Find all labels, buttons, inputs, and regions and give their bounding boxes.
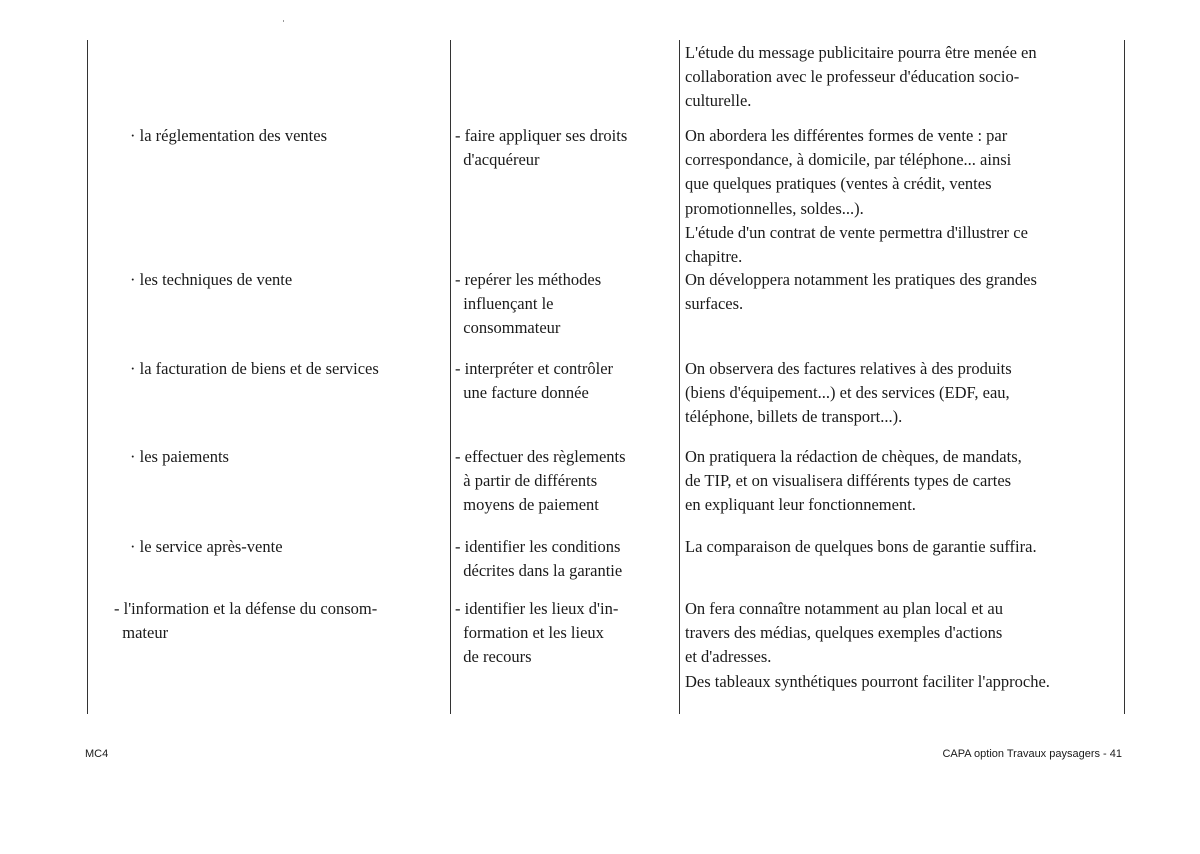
- comment-line: de TIP, et on visualisera différents types de cartes: [685, 471, 1012, 491]
- comment-cell: [685, 535, 1037, 559]
- comment-line: (biens d'équipement...) et des services (EDF, eau,: [685, 383, 1010, 403]
- comment-line: culturelle.: [685, 91, 752, 111]
- comment-line: On abordera les différentes formes de vente : par: [685, 126, 1008, 145]
- comment-cell: [685, 597, 1050, 694]
- comment-line: que quelques pratiques (ventes à crédit, ventes: [685, 174, 992, 194]
- table-border-left: [87, 40, 88, 714]
- comment-line: et d'adresses.: [685, 647, 772, 667]
- content-line: · les paiements: [130, 447, 229, 466]
- competence-line: formation et les lieux: [455, 623, 604, 643]
- competence-cell: [455, 445, 626, 518]
- scan-mark: [283, 20, 284, 22]
- content-line: - l'information et la défense du consom-: [114, 599, 378, 618]
- comment-cell: [685, 41, 1037, 114]
- comment-cell: [685, 124, 1028, 269]
- content-cell: [130, 268, 292, 292]
- competence-line: décrites dans la garantie: [455, 561, 623, 581]
- content-line: · le service après-vente: [130, 537, 283, 556]
- comment-cell: [685, 268, 1037, 316]
- content-line: mateur: [114, 623, 169, 643]
- column-divider-2: [679, 40, 680, 714]
- comment-line: L'étude du message publicitaire pourra être menée en: [685, 43, 1037, 62]
- comment-line: collaboration avec le professeur d'éducation socio-: [685, 67, 1020, 87]
- competence-line: - interpréter et contrôler: [455, 359, 614, 378]
- comment-line: On développera notamment les pratiques des grandes: [685, 270, 1037, 289]
- competence-line: de recours: [455, 647, 532, 667]
- comment-cell: [685, 445, 1022, 518]
- competence-line: à partir de différents: [455, 471, 598, 491]
- competence-line: influençant le: [455, 294, 554, 314]
- content-cell: [130, 124, 327, 148]
- comment-line: La comparaison de quelques bons de garantie suffira.: [685, 537, 1037, 556]
- competence-line: moyens de paiement: [455, 495, 599, 515]
- comment-line: surfaces.: [685, 294, 744, 314]
- competence-cell: [455, 268, 601, 341]
- competence-line: d'acquéreur: [455, 150, 540, 170]
- comment-line: On fera connaître notamment au plan local et au: [685, 599, 1003, 618]
- competence-line: - faire appliquer ses droits: [455, 126, 628, 145]
- content-cell: [130, 357, 379, 381]
- comment-line: On pratiquera la rédaction de chèques, de mandats,: [685, 447, 1022, 466]
- comment-line: travers des médias, quelques exemples d'actions: [685, 623, 1003, 643]
- competence-line: une facture donnée: [455, 383, 589, 403]
- comment-line: Des tableaux synthétiques pourront faciliter l'approche.: [685, 671, 1050, 691]
- comment-line: chapitre.: [685, 247, 743, 267]
- comment-line: correspondance, à domicile, par téléphone... ainsi: [685, 150, 1012, 170]
- competence-line: consommateur: [455, 318, 561, 338]
- competence-cell: [455, 357, 613, 405]
- competence-line: - effectuer des règlements: [455, 447, 626, 466]
- content-line: · les techniques de vente: [130, 270, 293, 289]
- content-cell: [130, 445, 229, 469]
- table-border-right: [1124, 40, 1125, 714]
- competence-cell: [455, 124, 627, 172]
- competence-line: - identifier les conditions: [455, 537, 621, 556]
- comment-cell: [685, 357, 1012, 430]
- competence-cell: [455, 535, 622, 583]
- comment-line: L'étude d'un contrat de vente permettra d'illustrer ce: [685, 222, 1028, 242]
- content-line: · la facturation de biens et de services: [130, 359, 379, 378]
- column-divider-1: [450, 40, 451, 714]
- comment-line: en expliquant leur fonctionnement.: [685, 495, 916, 515]
- competence-line: - repérer les méthodes: [455, 270, 602, 289]
- comment-line: promotionnelles, soldes...).: [685, 198, 864, 218]
- competence-line: - identifier les lieux d'in-: [455, 599, 619, 618]
- comment-line: On observera des factures relatives à des produits: [685, 359, 1012, 378]
- content-cell: [114, 597, 377, 645]
- footer-section-code: MC4: [85, 748, 109, 760]
- competence-cell: [455, 597, 618, 670]
- content-cell: [130, 535, 283, 559]
- footer-page-label: CAPA option Travaux paysagers - 41: [942, 748, 1122, 760]
- comment-line: téléphone, billets de transport...).: [685, 407, 903, 427]
- content-line: · la réglementation des ventes: [130, 126, 328, 145]
